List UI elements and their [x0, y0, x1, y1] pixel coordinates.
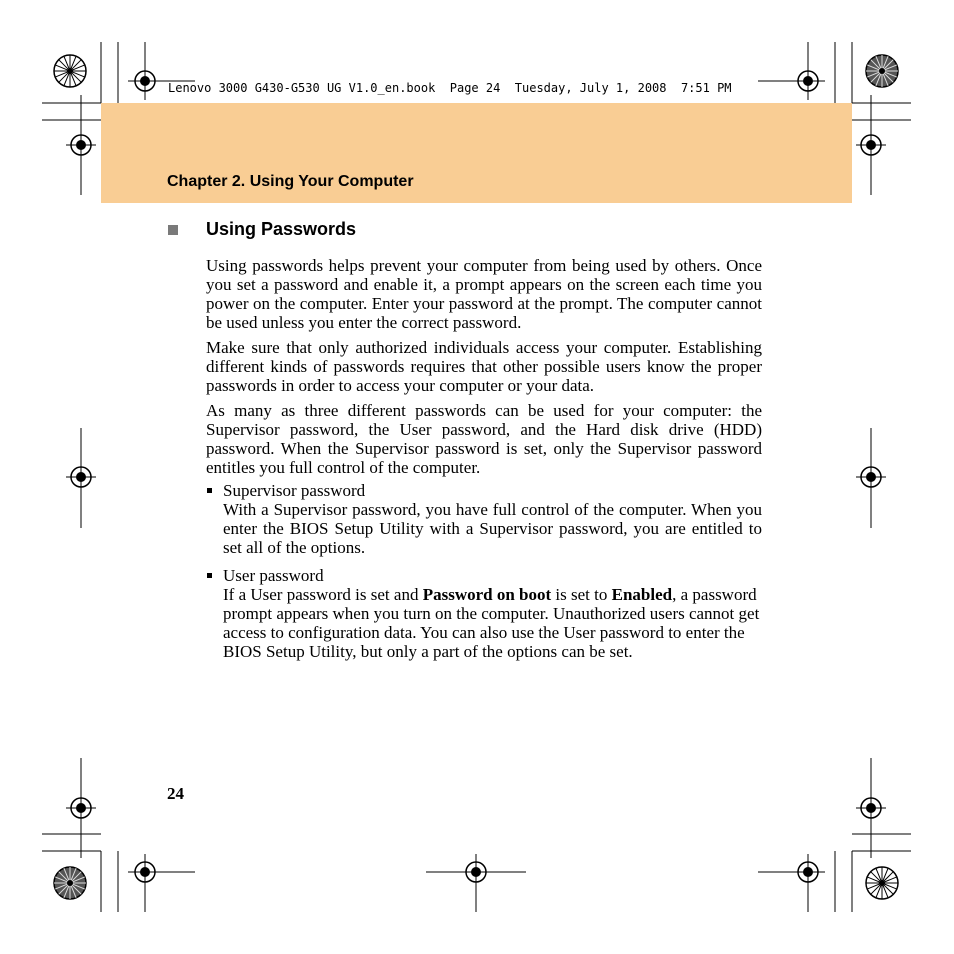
bullet-icon: [207, 573, 212, 578]
desc-text: If a User password is set and: [223, 585, 423, 604]
list-item: [206, 481, 762, 557]
square-bullet-icon: [168, 225, 178, 235]
section-title: Using Passwords: [206, 219, 357, 239]
desc-text: is set to: [551, 585, 612, 604]
setting-name: Password on boot: [422, 585, 552, 604]
item-description: With a Supervisor password, you have full control of the computer. When you enter the BIOS Setup Utility with a Supervisor password, you are entitled to set all of the options.: [223, 500, 762, 557]
page-number: 24: [167, 784, 184, 803]
item-description: [223, 585, 762, 661]
list-item: [206, 566, 762, 661]
desc-text: , a password prompt appears when you turn on the computer. Unauthorized users cannot get access to configuration data. You can also use the User password to enter the BIOS Setup Utility, but only a part of the options can be set.: [223, 585, 760, 661]
paragraph: As many as three different passwords can be used for your computer: the Supervisor password, the User password, and the Hard disk drive (HDD) password. When the Supervisor password is set, only the Supervisor password entitles you full control of the computer.: [206, 401, 762, 477]
paragraph: Make sure that only authorized individuals access your computer. Establishing different kinds of passwords requires that other possible users know the proper passwords in order to access your computer or your data.: [206, 338, 762, 395]
chapter-header-band: [101, 103, 852, 203]
setting-value: Enabled: [611, 585, 673, 604]
slug-line: Lenovo 3000 G430-G530 UG V1.0_en.book Page 24 Tuesday, July 1, 2008 7:51 PM: [168, 81, 732, 95]
paragraph: Using passwords helps prevent your computer from being used by others. Once you set a password and enable it, a prompt appears on the screen each time you power on the computer. Enter your password at the prompt. The computer cannot be used unless you enter the correct password.: [206, 256, 762, 332]
chapter-title: Chapter 2. Using Your Computer: [167, 173, 414, 190]
item-title: Supervisor password: [223, 481, 366, 500]
body-text: [206, 256, 762, 670]
section-heading: [168, 219, 356, 240]
password-type-list: [206, 481, 762, 661]
item-title: User password: [223, 566, 324, 585]
bullet-icon: [207, 488, 212, 493]
